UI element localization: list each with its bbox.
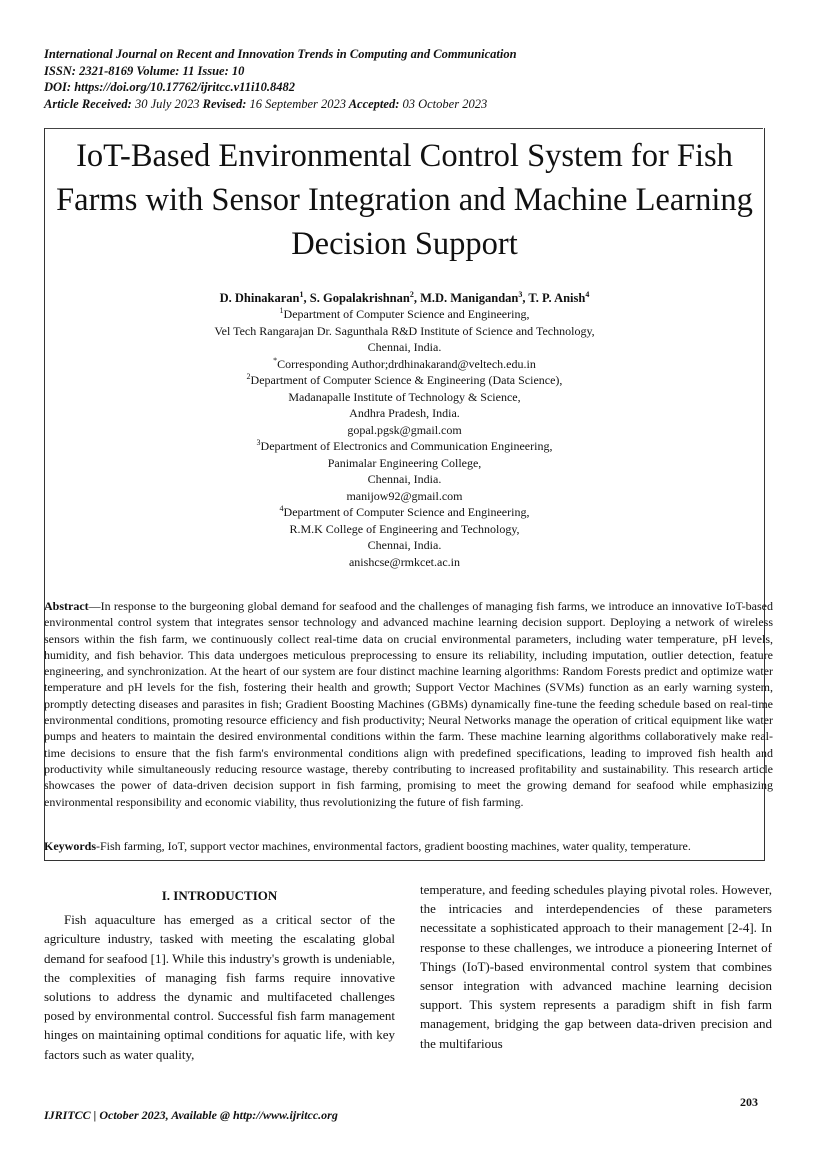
affiliation-2-inst: Madanapalle Institute of Technology & Science, (288, 389, 521, 404)
affil-text: Department of Computer Science & Engineering (Data Science), (250, 373, 563, 387)
right-column (420, 880, 772, 1053)
received-date: 30 July 2023 (134, 96, 200, 111)
revised-date: 16 September 2023 (249, 96, 347, 111)
affiliation-4-dept (44, 504, 765, 521)
revised-label: Revised: (202, 96, 247, 111)
affil-text: Department of Computer Science and Engineering, (283, 307, 530, 321)
author-sup: 1 (299, 289, 304, 299)
author-name: S. Gopalakrishnan (309, 291, 410, 305)
abstract-label: Abstract (44, 599, 89, 613)
body-paragraph: temperature, and feeding schedules playing pivotal roles. However, the intricacies and interdependencies of these parameters necessitate a sophisticated approach to their management [2-4]. In response to these challenges, we introduce a pioneering Internet of Things (IoT)-based environmental control system that combines sensor integration with advanced machine learning decision support. This system represents a paradigm shift in fish farm management, bridging the gap between data-driven precision and the multifarious (420, 882, 772, 1051)
affiliation-3-place: Chennai, India. (367, 472, 442, 486)
page-footer: IJRITCC | October 2023, Available @ http://www.ijritcc.org (44, 1108, 338, 1122)
affil-text: Department of Electronics and Communication Engineering, (260, 439, 553, 453)
body-paragraph: Fish aquaculture has emerged as a critical sector of the agriculture industry, tasked with meeting the escalating global demand for seafood [1]. While this industry's growth is undeniable, the complexities of managing fish farms require innovative solutions to address the dynamic and multifaceted challenges posed by environmental control. Successful fish farm management hinges on maintaining optimal conditions for aquatic life, with key factors such as water quality, (44, 912, 395, 1062)
journal-name: International Journal on Recent and Innovation Trends in Computing and Communication (44, 47, 517, 61)
author-sup: 2 (409, 289, 414, 299)
author-sep: , (413, 291, 421, 305)
affiliation-2-place: Andhra Pradesh, India. (349, 406, 460, 420)
keywords (44, 838, 773, 854)
affiliation-2-dept (44, 372, 765, 389)
affiliation-4-email: anishcse@rmkcet.ac.in (348, 554, 460, 569)
article-dates (44, 96, 784, 113)
affil-sup: * (273, 355, 278, 365)
affil-text: Department of Computer Science and Engineering, (283, 505, 530, 519)
affiliation-3-inst: Panimalar Engineering College, (327, 455, 482, 470)
affil-sup: 1 (279, 306, 284, 315)
abstract-text: —In response to the burgeoning global demand for seafood and the challenges of managing fish farms, we introduce an innovative IoT-based environmental control system that integrates sensor technology and advanced machine learning decision support. Deploying a network of wireless sensors within the fish farm, we continuously collect real-time data on crucial environmental parameters, including water temperature, pH levels, humidity, and fish behavior. This data undergoes meticulous preprocessing to ensure its reliability, including imputation, outlier detection, feature engineering, and synchronization. At the heart of our system are four distinct machine learning algorithms: Random Forests predict and optimize water temperature and pH levels for the fish, fostering their health and growth; Support Vector Machines (SVMs) function as an early warning system, promptly detecting diseases and parasites in fish; Gradient Boosting Machines (GBMs) dynamically fine-tune the feeding schedule based on real-time environmental conditions, promoting resource efficiency and fish productivity; Neural Networks manage the operation of critical equipment like water pumps and heaters to maintain the desired environmental conditions within the farm. These machine learning algorithms collaboratively make real-time decisions to ensure that the fish farm's environmental conditions align with predefined specifications, leading to improved fish health and productivity while simultaneously reducing resource wastage, thereby contributing to increased profitability and sustainability. This research article showcases the power of data-driven decision support in fish farming, promising to meet the growing demand for seafood while emphasizing environmental responsibility and economic viability, thus revolutionizing the future of fish farming. (44, 599, 773, 809)
author-list (44, 290, 765, 306)
abstract (44, 598, 773, 810)
affiliation-1-dept (44, 306, 765, 323)
accepted-label: Accepted: (348, 96, 400, 111)
doi-line: DOI: https://doi.org/10.17762/ijritcc.v11i10.8482 (44, 80, 296, 94)
affiliations (44, 306, 765, 570)
author-sup: 4 (585, 289, 590, 299)
author-sep: , (303, 291, 310, 305)
keywords-label: Keywords (44, 839, 96, 853)
accepted-date: 03 October 2023 (402, 96, 488, 111)
author-sep: , (522, 291, 529, 305)
affiliation-3-dept (44, 438, 765, 455)
affil-sup: 2 (246, 372, 251, 381)
received-label: Article Received: (44, 96, 132, 111)
author-name: T. P. Anish (528, 291, 586, 305)
paper-title: IoT-Based Environmental Control System for Fish Farms with Sensor Integration and Machine Learning Decision Support (56, 138, 753, 262)
affiliation-1-place: Chennai, India. (367, 340, 442, 354)
corresponding-author (44, 356, 765, 373)
issn-line: ISSN: 2321-8169 Volume: 11 Issue: 10 (44, 63, 245, 78)
affiliation-1-inst: Vel Tech Rangarajan Dr. Sagunthala R&D Institute of Science and Technology, (214, 323, 595, 338)
affil-text: Corresponding Author;drdhinakarand@veltech.edu.in (277, 356, 536, 371)
affiliation-4-place: Chennai, India. (367, 538, 442, 552)
affiliation-4-inst: R.M.K College of Engineering and Technology, (289, 521, 520, 536)
affiliation-3-email: manijow92@gmail.com (346, 488, 463, 503)
journal-header (44, 46, 784, 112)
author-name: D. Dhinakaran (219, 291, 300, 305)
author-sup: 3 (518, 289, 523, 299)
affiliation-2-email: gopal.pgsk@gmail.com (347, 422, 462, 437)
affil-sup: 3 (256, 438, 261, 447)
section-heading: I. INTRODUCTION (161, 888, 278, 903)
page-number: 203 (740, 1095, 758, 1109)
affil-sup: 4 (279, 504, 284, 513)
author-name: M.D. Manigandan (420, 291, 519, 305)
keywords-text: -Fish farming, IoT, support vector machines, environmental factors, gradient boosting machines, water quality, temperature. (96, 839, 691, 853)
left-column (44, 886, 395, 1064)
